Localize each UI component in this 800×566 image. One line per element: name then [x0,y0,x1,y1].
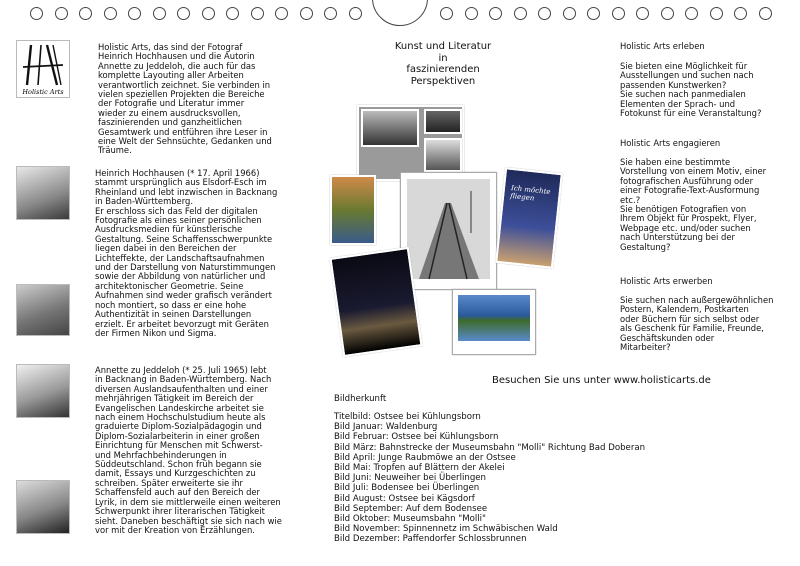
list-item: Bild Januar: Waldenburg [334,422,438,433]
binding-hole [489,7,502,20]
list-item: Bild Juli: Bodensee bei Überlingen [334,483,480,494]
list-item: Bild November: Spinnennetz im Schwäbischen Wald [334,524,558,535]
annette-bio: Annette zu Jeddeloh (* 25. Juli 1965) lebt in Backnang in Baden-Württemberg. Nach diversen Auslandsaufenthalten und einer mehrjährigen Tätigkeit im Bereich der Evangelischen Landeskirche arbeitet sie nach einem Hochschulstudium heute als graduierte Diplom-Sozialpädagogin und Diplom-Sozialarbeiterin in einer großen Einrichtung für Menschen mit Schwerst- und Mehrfachbehinderungen in Süddeutschland. Schon früh begann sie damit, Essays und Kurzgeschichten zu schreiben. Später erweiterte sie ihr Schaffensfeld auch auf den Bereich der Lyrik, in dem sie mittlerweile einen weiteren Schwerpunkt ihrer literarischen Tätigkeit sieht. Daneben beschäftigt sie sich nach wie vor mit der Kreation von Erzählungen. [95,365,282,535]
collage-photo [424,138,462,172]
holistic-arts-logo [16,40,70,98]
binding-hole [55,7,68,20]
binding-hole [202,7,215,20]
collage-railway-print [400,172,497,290]
binding-hole [79,7,92,20]
photo-author [16,364,70,418]
collage-photo-thumbnails [330,175,376,245]
bildherkunft-heading: Bildherkunft [334,394,387,404]
collage-photo [361,109,419,147]
binding-hole [612,7,625,20]
logo-icon [17,41,69,97]
binding-hole [177,7,190,20]
lake-image [458,295,530,341]
erleben-text: Sie bieten eine Möglichkeit für Ausstellungen und suchen nach passenden Kunstwerken? Sie suchen nach panmedialen Elementen der Sprach- und Fotokunst für eine Veranstaltung? [620,61,762,119]
binding-hole [251,7,264,20]
calendar-sunset [329,247,422,357]
binding-hole [153,7,166,20]
list-item: Bild Oktober: Museumsbahn "Molli" [334,514,486,525]
binding-hole [563,7,576,20]
list-item: Bild März: Bahnstrecke der Museumsbahn "Molli" Richtung Bad Doberan [334,442,646,453]
binding-hole [349,7,362,20]
erwerben-heading: Holistic Arts erwerben [620,276,713,286]
list-item: Bild Mai: Tropfen auf Blättern der Akelei [334,463,505,474]
list-item: Titelbild: Ostsee bei Kühlungsborn [334,412,481,422]
center-title: Kunst und Literatur in faszinierenden Perspektiven [394,41,492,87]
bildherkunft-list [334,412,645,545]
binding-hole [514,7,527,20]
binding-hole [587,7,600,20]
binding-hole [734,7,747,20]
binding-hole [661,7,674,20]
engagieren-text: Sie haben eine bestimmte Vorstellung von einem Motiv, einer fotografischen Ausführung oder einer Fotografie-Text-Ausformung etc.? Sie benötigen Fotografien von Ihrem Objekt für Prospekt, Flyer, Webpage etc. und/oder suchen nach Unterstützung bei der Gestaltung? [620,157,767,252]
list-item: Bild August: Ostsee bei Kägsdorf [334,493,475,504]
calendar-hanger [372,0,428,26]
book-cover-title: Ich möchte fliegen [509,183,551,203]
list-item: Bild Juni: Neuweiher bei Überlingen [334,473,487,484]
binding-hole [538,7,551,20]
binding-hole [128,7,141,20]
list-item: Bild April: Junge Raubmöwe an der Ostsee [334,452,516,463]
binding-hole [104,7,117,20]
binding-hole [30,7,43,20]
binding-hole [300,7,313,20]
binding-hole [226,7,239,20]
book-cover [495,167,563,269]
erwerben-text: Sie suchen nach außergewöhnlichen Postern, Kalendern, Postkarten oder Büchern für sich selbst oder als Geschenk für Familie, Freunde, Geschäftskunden oder Mitarbeiter? [620,295,774,353]
list-item: Bild Dezember: Paffendorfer Schlossbrunnen [334,534,527,545]
binding-hole [465,7,478,20]
binding-hole [440,7,453,20]
binding-hole [710,7,723,20]
heinrich-bio: Heinrich Hochhausen (* 17. April 1966) stammt ursprünglich aus Elsdorf-Esch im Rheinland und lebt inzwischen in Backnang in Baden-Württemberg. Er erschloss sich das Feld der digitalen Fotografie als eines seiner persönlichen Ausdrucksmedien für künstlerische Gestaltung. Seine Schaffensschwerpunkte liegen dabei in den Bereichen der Lichteffekte, der Landschaftsaufnahmen und der Darstellung von Naturstimmungen sowie der Abbildung von natürlicher und architektonischer Geometrie. Seine Aufnahmen sind weder grafisch verändert noch montiert, so dass er eine hohe Authentizität in seinen Darstellungen erzielt. Er arbeitet bevorzugt mit Geräten der Firmen Nikon und Sigma. [95,168,278,338]
list-item: Bild September: Auf dem Bodensee [334,503,488,514]
list-item: Bild Februar: Ostsee bei Kühlungsborn [334,432,499,443]
binding-hole [275,7,288,20]
binding-hole [324,7,337,20]
intro-text: Holistic Arts, das sind der Fotograf Heinrich Hochhausen und die Autorin Annette zu Jeddeloh, die auch für das komplette Layouting aller Arbeiten verantwortlich zeichnet. Sie verbinden in vielen speziellen Projekten die Bereiche der Fotografie und Literatur immer wieder zu einem ausdrucksvollen, faszinierenden und ganzheitlichen Gesamtwerk und entführen ihre Leser in eine Welt der Sehnsüchte, Gedanken und Träume. [98,42,272,156]
binding-hole [636,7,649,20]
collage-photo [424,109,462,134]
photo-photographer [16,166,70,220]
photo-author-2 [16,480,70,534]
railway-track-image [401,173,496,289]
engagieren-heading: Holistic Arts engagieren [620,138,721,148]
binding-hole [759,7,772,20]
binding-hole [685,7,698,20]
erleben-heading: Holistic Arts erleben [620,41,705,51]
binding-holes [0,0,800,30]
website-notice: Besuchen Sie uns unter www.holisticarts.de [492,375,711,386]
calendar-lake-print [452,289,536,355]
logo-text: Holistic Arts [22,88,64,96]
photo-photographer-2 [16,284,70,336]
